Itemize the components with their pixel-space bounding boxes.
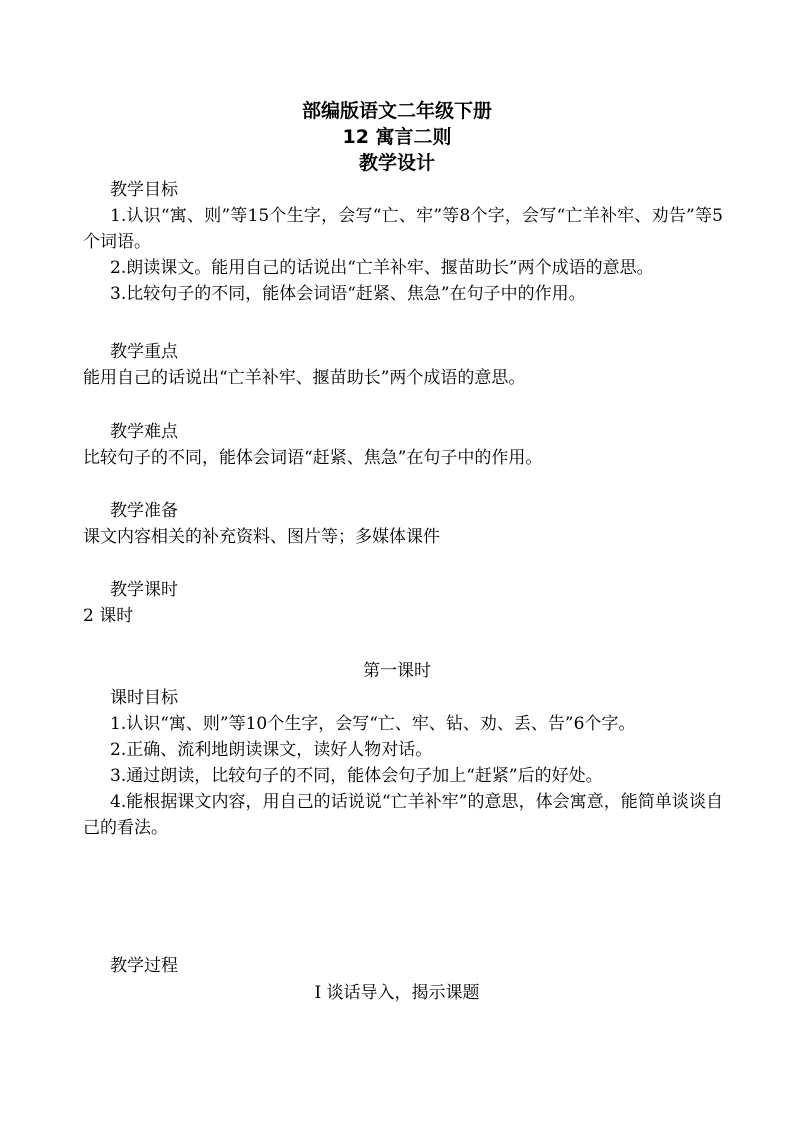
- objectives-heading: 教学目标: [110, 180, 178, 200]
- period-objective-item-3: 3.通过朗读，比较句子的不同，能体会句子加上“赶紧”后的好处。: [110, 766, 603, 786]
- difficulties-heading: 教学难点: [110, 422, 178, 442]
- preparation-text: 课文内容相关的补充资料、图片等；多媒体课件: [83, 527, 440, 547]
- objectives-section: [83, 177, 723, 307]
- period-objectives-heading: 课时目标: [110, 688, 178, 708]
- process-step-1-title: Ⅰ 谈话导入，揭示课题: [314, 983, 480, 1003]
- document-title-design: 教学设计: [358, 152, 435, 174]
- period-objective-item-4: 4.能根据课文内容，用自己的话说说“亡羊补牢”的意思，体会寓意，能简单谈谈自己的看法。: [83, 792, 723, 838]
- objective-item-2: 2.朗读课文。能用自己的话说出“亡羊补牢、揠苗助长”两个成语的意思。: [110, 258, 654, 278]
- document-title-lesson: 12 寓言二则: [342, 126, 452, 148]
- difficulties-section: [83, 419, 723, 471]
- periods-heading: 教学课时: [110, 580, 178, 600]
- periods-section: [83, 577, 723, 629]
- key-points-text: 能用自己的话说出“亡羊补牢、揠苗助长”两个成语的意思。: [83, 368, 526, 388]
- objective-item-1: 1.认识“寓、则”等15个生字，会写“亡、牢”等8个字，会写“亡羊补牢、劝告”等5 个词语。: [83, 206, 723, 252]
- periods-text: 2 课时: [83, 606, 134, 626]
- objective-item-3: 3.比较句子的不同，能体会词语“赶紧、焦急”在句子中的作用。: [110, 284, 586, 304]
- first-period-section: [83, 685, 723, 841]
- preparation-section: [83, 498, 723, 550]
- first-period-title: 第一课时: [363, 661, 431, 681]
- period-objective-item-2: 2.正确、流利地朗读课文，读好人物对话。: [110, 740, 433, 760]
- key-points-section: [83, 339, 723, 391]
- process-section: [83, 953, 723, 979]
- key-points-heading: 教学重点: [110, 342, 178, 362]
- document-title-book: 部编版语文二年级下册: [301, 100, 492, 122]
- preparation-heading: 教学准备: [110, 501, 178, 521]
- difficulties-text: 比较句子的不同，能体会词语“赶紧、焦急”在句子中的作用。: [83, 448, 543, 468]
- process-heading: 教学过程: [110, 956, 178, 976]
- period-objective-item-1: 1.认识“寓、则”等10个生字，会写“亡、牢、钻、劝、丢、告”6个字。: [110, 714, 636, 734]
